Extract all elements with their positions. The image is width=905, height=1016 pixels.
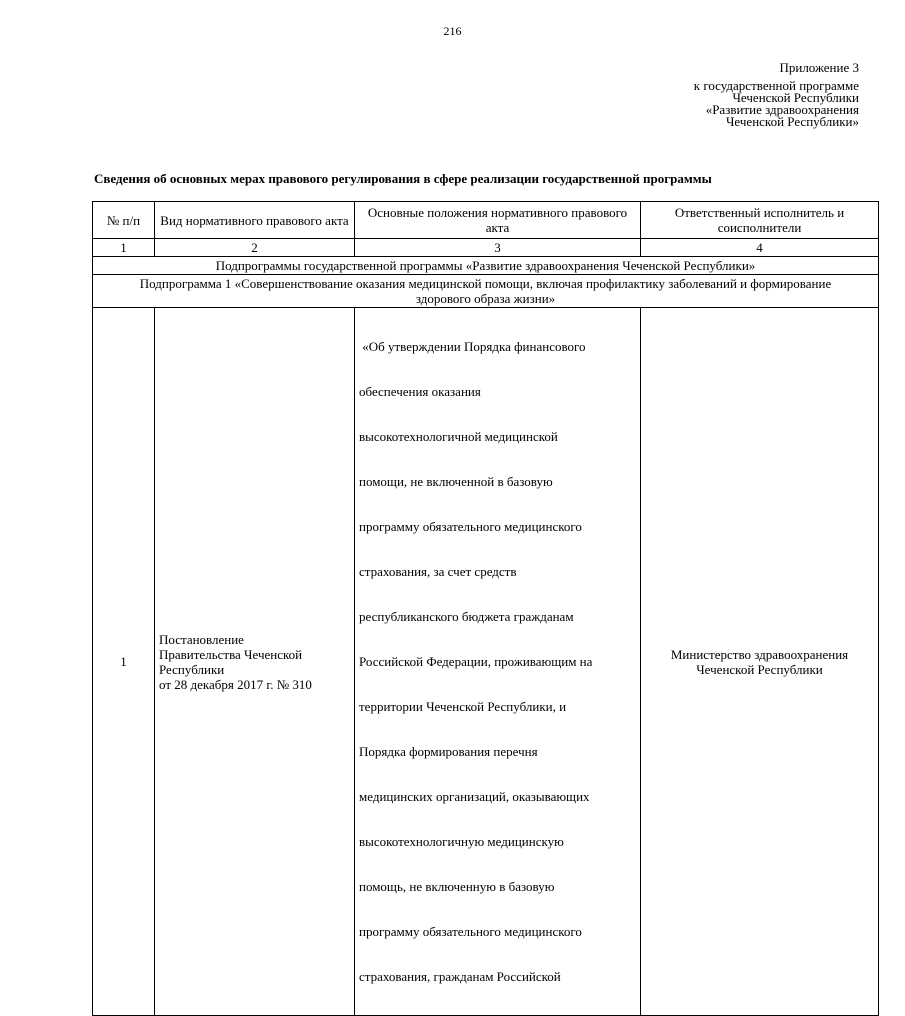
provisions-line: страхования, за счет средств (359, 564, 517, 579)
appendix-line: Чеченской Республики» (725, 114, 859, 129)
provisions-line: «Об утверждении Порядка финансового (359, 339, 586, 354)
table-header-row (93, 202, 879, 239)
provisions-line: помощи, не включенной в базовую (359, 474, 553, 489)
provisions-cell (355, 308, 641, 1016)
page-number: 216 (443, 24, 462, 38)
provisions-line: Российской Федерации, проживающим на (359, 654, 593, 669)
header-cell-provisions: Основные положения нормативного правового акта (355, 202, 641, 239)
section-row-cell: Подпрограммы государственной программы «Развитие здравоохранения Чеченской Республики» (93, 257, 879, 275)
column-number-row (93, 239, 879, 257)
section-row (93, 257, 879, 275)
appendix-title: Приложение 3 (779, 60, 859, 75)
column-number: 3 (355, 239, 641, 257)
executor-line: Министерство здравоохранения (670, 646, 849, 662)
provisions-line: обеспечения оказания (359, 384, 481, 399)
appendix-block (694, 62, 859, 128)
act-type-line: Республики (159, 661, 225, 677)
act-type-line: Правительства Чеченской (159, 646, 303, 662)
subprogram-row-cell: Подпрограмма 1 «Совершенствование оказания медицинской помощи, включая профилактику заболеваний и формирование здорового образа жизни» (93, 275, 879, 308)
appendix-line: «Развитие здравоохранения (705, 102, 859, 117)
provisions-line: Порядка формирования перечня (359, 744, 538, 759)
provisions-line: республиканского бюджета гражданам (359, 609, 574, 624)
header-cell-act-type: Вид нормативного правового акта (155, 202, 355, 239)
provisions-line: высокотехнологичную медицинскую (359, 834, 564, 849)
column-number: 1 (93, 239, 155, 257)
header-cell-number: № п/п (93, 202, 155, 239)
provisions-line: медицинских организаций, оказывающих (359, 789, 590, 804)
provisions-line: страхования, гражданам Российской (359, 969, 561, 984)
appendix-line: Чеченской Республики (732, 90, 859, 105)
appendix-line: к государственной программе (693, 78, 859, 93)
header-cell-executor: Ответственный исполнитель и соисполнители (641, 202, 879, 239)
provisions-line: территории Чеченской Республики, и (359, 699, 567, 714)
column-number: 2 (155, 239, 355, 257)
provisions-line: высокотехнологичной медицинской (359, 429, 558, 444)
document-title: Сведения об основных мерах правового регулирования в сфере реализации государственной программы (94, 171, 712, 186)
act-type-cell (155, 308, 355, 1016)
subprogram-row (93, 275, 879, 308)
column-number: 4 (641, 239, 879, 257)
provisions-line: программу обязательного медицинского (359, 924, 582, 939)
executor-cell (641, 308, 879, 1016)
executor-line: Чеченской Республики (696, 661, 823, 677)
provisions-line: помощь, не включенную в базовую (359, 879, 555, 894)
act-type-line: от 28 декабря 2017 г. № 310 (159, 676, 312, 692)
measures-table (92, 201, 879, 1016)
row-number: 1 (93, 308, 155, 1016)
act-type-line: Постановление (159, 631, 244, 647)
provisions-line: программу обязательного медицинского (359, 519, 582, 534)
table-row (93, 308, 879, 1016)
